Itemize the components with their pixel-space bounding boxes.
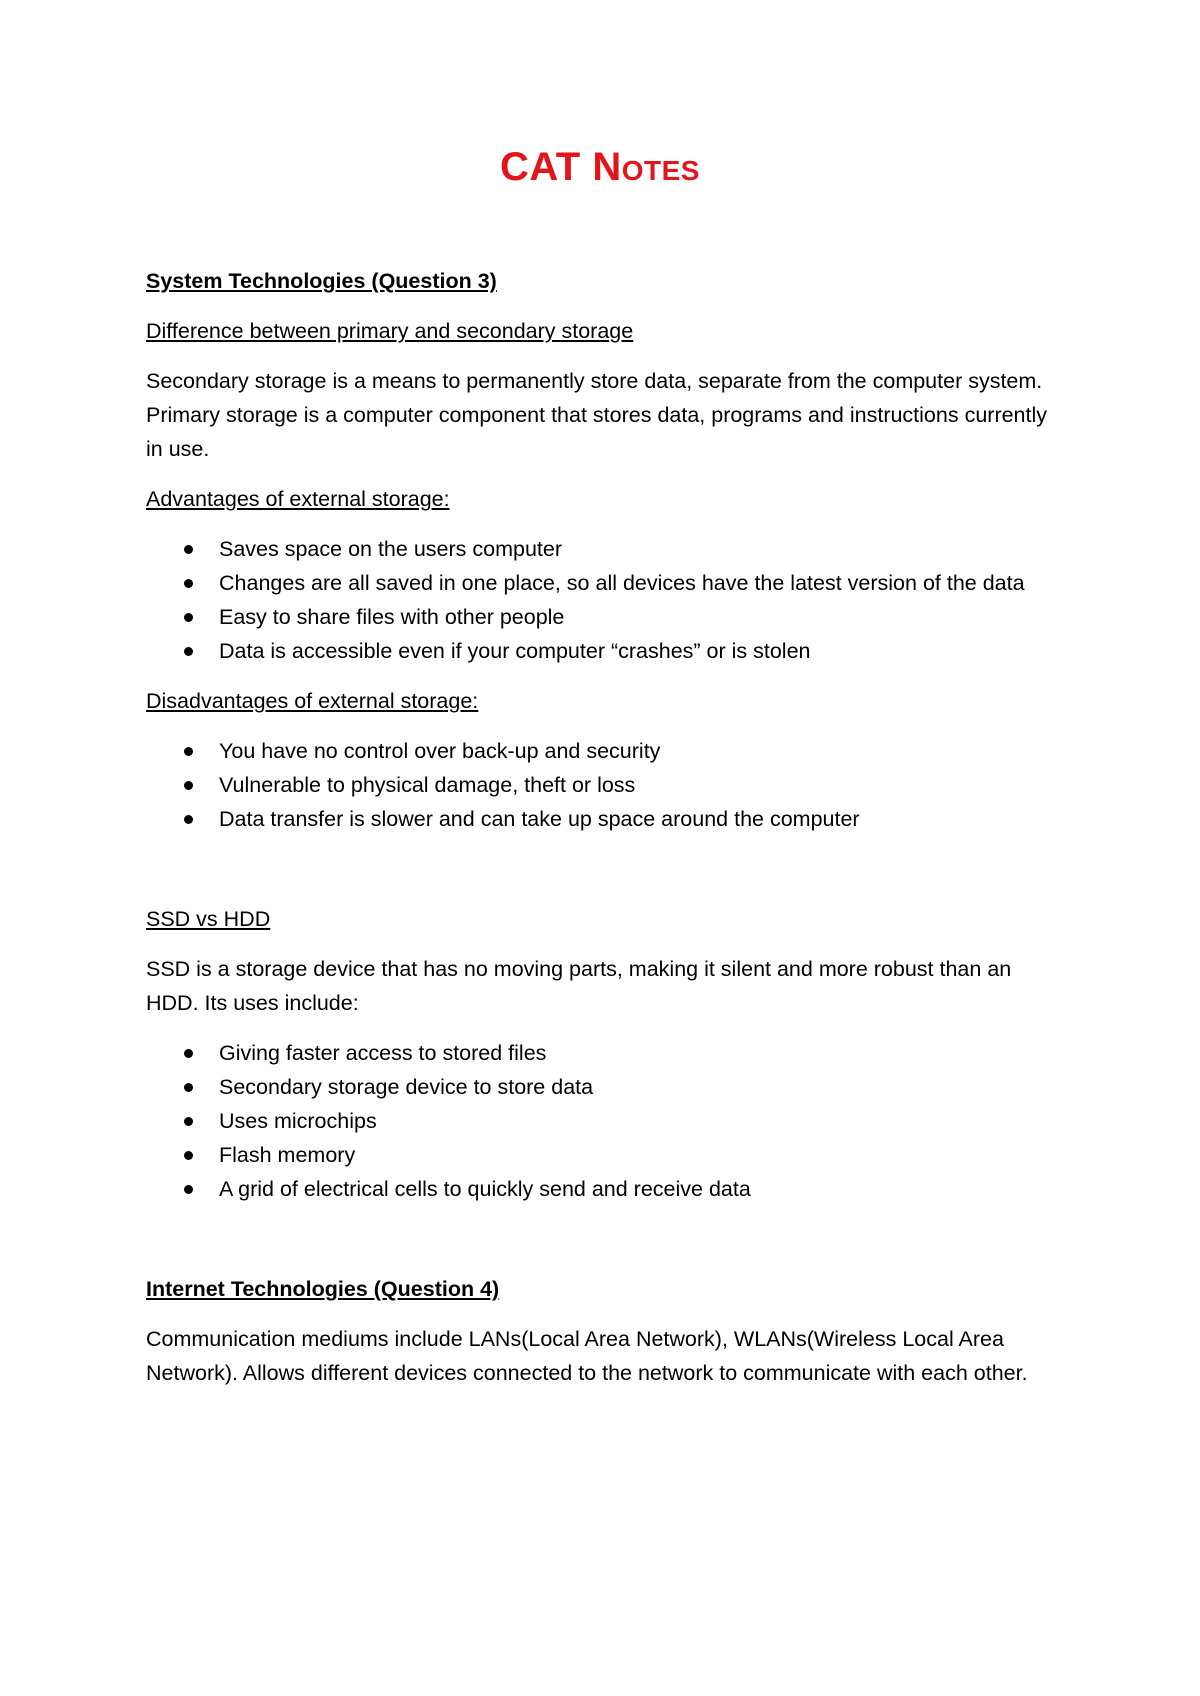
bullet-icon bbox=[184, 1117, 193, 1126]
paragraph-ssd: SSD is a storage device that has no moving parts, making it silent and more robust than an HDD. Its uses include: bbox=[146, 957, 1012, 1015]
subheading-disadvantages: Disadvantages of external storage: bbox=[146, 689, 479, 713]
subheading-storage-difference: Difference between primary and secondary storage bbox=[146, 319, 634, 343]
bullet-icon bbox=[184, 815, 193, 824]
list-item bbox=[146, 1138, 1066, 1172]
list-item-text: Vulnerable to physical damage, theft or loss bbox=[219, 773, 636, 797]
list-item-text: You have no control over back-up and security bbox=[219, 739, 661, 763]
list-item bbox=[146, 734, 1066, 768]
bullet-icon bbox=[184, 613, 193, 622]
document-body bbox=[146, 264, 1066, 1406]
list-item bbox=[146, 634, 1066, 668]
list-item-text: Easy to share files with other people bbox=[219, 605, 565, 629]
bullet-icon bbox=[184, 579, 193, 588]
list-item bbox=[146, 1172, 1066, 1206]
bullet-icon bbox=[184, 1049, 193, 1058]
list-item-text: Saves space on the users computer bbox=[219, 537, 562, 561]
spacer bbox=[146, 1222, 1066, 1272]
list-item-text: Changes are all saved in one place, so all devices have the latest version of the data bbox=[219, 571, 1025, 595]
section-heading-internet-technologies: Internet Technologies (Question 4) bbox=[146, 1277, 500, 1301]
spacer bbox=[146, 852, 1066, 902]
list-item-text: A grid of electrical cells to quickly send and receive data bbox=[219, 1177, 751, 1201]
list-item bbox=[146, 768, 1066, 802]
advantages-list bbox=[146, 532, 1066, 668]
list-item-text: Giving faster access to stored files bbox=[219, 1041, 547, 1065]
bullet-icon bbox=[184, 647, 193, 656]
list-item bbox=[146, 1104, 1066, 1138]
paragraph-internet: Communication mediums include LANs(Local Area Network), WLANs(Wireless Local Area Network). Allows different devices connected to the network to communicate with each other. bbox=[146, 1327, 1028, 1385]
list-item bbox=[146, 566, 1066, 600]
list-item bbox=[146, 600, 1066, 634]
list-item-text: Data is accessible even if your computer “crashes” or is stolen bbox=[219, 639, 811, 663]
list-item bbox=[146, 802, 1066, 836]
list-item bbox=[146, 1036, 1066, 1070]
document-title: CAT Notes bbox=[500, 145, 700, 189]
ssd-uses-list bbox=[146, 1036, 1066, 1206]
list-item-text: Data transfer is slower and can take up space around the computer bbox=[219, 807, 860, 831]
list-item bbox=[146, 532, 1066, 566]
section-heading-system-technologies: System Technologies (Question 3) bbox=[146, 269, 497, 293]
list-item-text: Secondary storage device to store data bbox=[219, 1075, 594, 1099]
list-item bbox=[146, 1070, 1066, 1104]
bullet-icon bbox=[184, 545, 193, 554]
bullet-icon bbox=[184, 781, 193, 790]
list-item-text: Flash memory bbox=[219, 1143, 356, 1167]
subheading-ssd-vs-hdd: SSD vs HDD bbox=[146, 907, 271, 931]
bullet-icon bbox=[184, 747, 193, 756]
list-item-text: Uses microchips bbox=[219, 1109, 377, 1133]
subheading-advantages: Advantages of external storage: bbox=[146, 487, 450, 511]
paragraph-storage-difference: Secondary storage is a means to permanently store data, separate from the computer system. Primary storage is a computer component that stores data, programs and instructions currently in use. bbox=[146, 369, 1048, 461]
bullet-icon bbox=[184, 1185, 193, 1194]
bullet-icon bbox=[184, 1151, 193, 1160]
bullet-icon bbox=[184, 1083, 193, 1092]
disadvantages-list bbox=[146, 734, 1066, 836]
